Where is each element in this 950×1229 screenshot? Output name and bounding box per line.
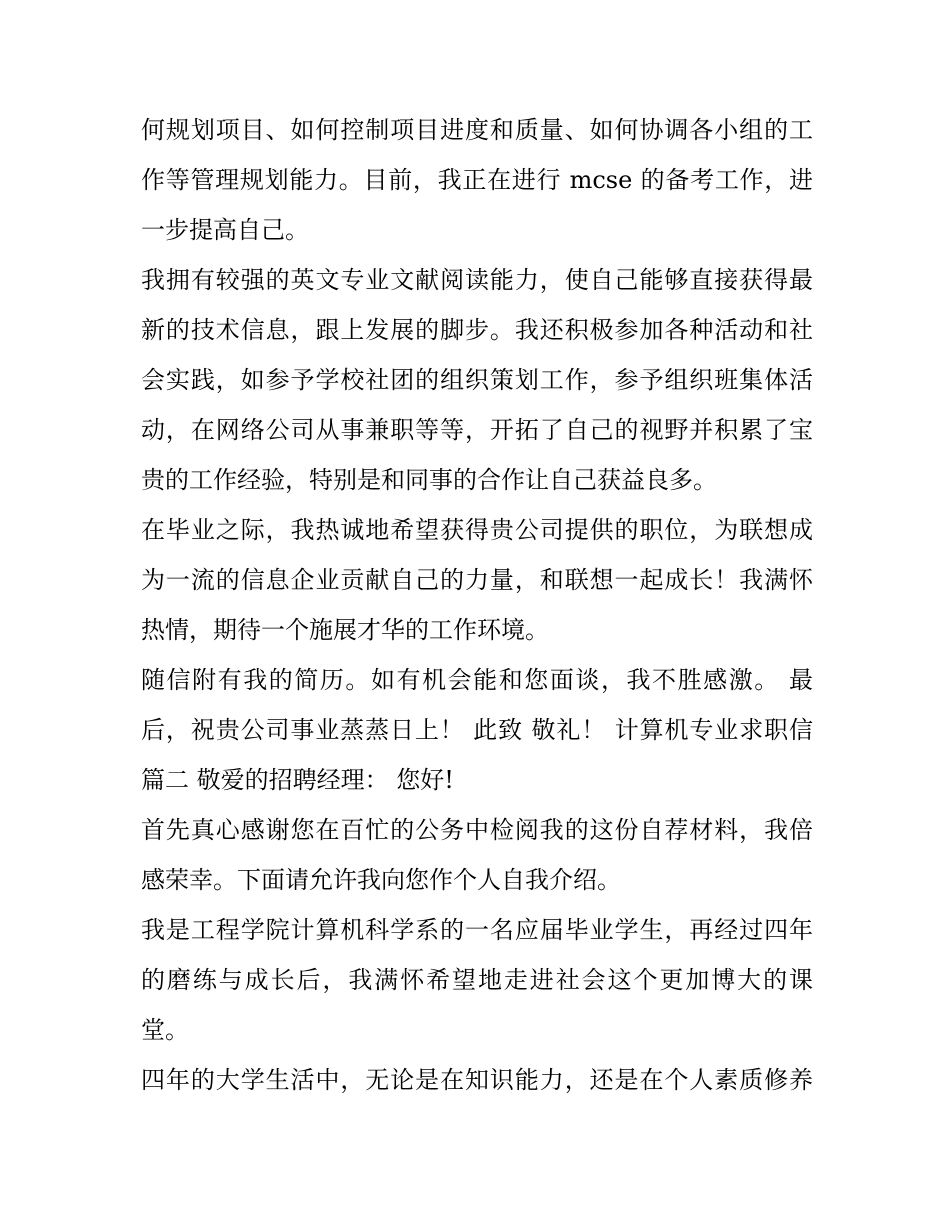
text-line: 的磨练与成长后，我满怀希望地走进社会这个更加博大的课 [141, 966, 813, 994]
text-line: 新的技术信息，跟上发展的脚步。我还积极参加各种活动和社 [141, 316, 813, 344]
text-line: 后，祝贵公司事业蒸蒸日上！ 此致 敬礼！ 计算机专业求职信 [141, 716, 813, 744]
text-line: 我是工程学院计算机科学系的一名应届毕业学生，再经过四年 [141, 916, 813, 944]
text-line: 热情，期待一个施展才华的工作环境。 [141, 616, 549, 644]
text-line: 篇二 敬爱的招聘经理： 您好! [141, 766, 454, 794]
text-line: 何规划项目、如何控制项目进度和质量、如何协调各小组的工 [141, 116, 813, 144]
text-line: 我拥有较强的英文专业文献阅读能力，使自己能够直接获得最 [141, 266, 813, 294]
text-line: 在毕业之际，我热诚地希望获得贵公司提供的职位，为联想成 [141, 516, 813, 544]
text-line: 首先真心感谢您在百忙的公务中检阅我的这份自荐材料，我倍 [141, 816, 813, 844]
text-line: 为一流的信息企业贡献自己的力量，和联想一起成长！我满怀 [141, 566, 813, 594]
document-body [141, 105, 813, 1105]
text-line: 动，在网络公司从事兼职等等，开拓了自己的视野并积累了宝 [141, 416, 813, 444]
text-line: 四年的大学生活中，无论是在知识能力，还是在个人素质修养 [141, 1066, 813, 1094]
text-line: 作等管理规划能力。目前，我正在进行 mcse 的备考工作，进 [141, 166, 813, 194]
text-line: 随信附有我的简历。如有机会能和您面谈，我不胜感激。 最 [141, 666, 813, 694]
text-line: 会实践，如参予学校社团的组织策划工作，参予组织班集体活 [141, 366, 813, 394]
text-line: 贵的工作经验，特别是和同事的合作让自己获益良多。 [141, 466, 717, 494]
text-line: 堂。 [141, 1016, 189, 1044]
text-line: 感荣幸。下面请允许我向您作个人自我介绍。 [141, 866, 621, 894]
text-line: 一步提高自己。 [141, 216, 309, 244]
